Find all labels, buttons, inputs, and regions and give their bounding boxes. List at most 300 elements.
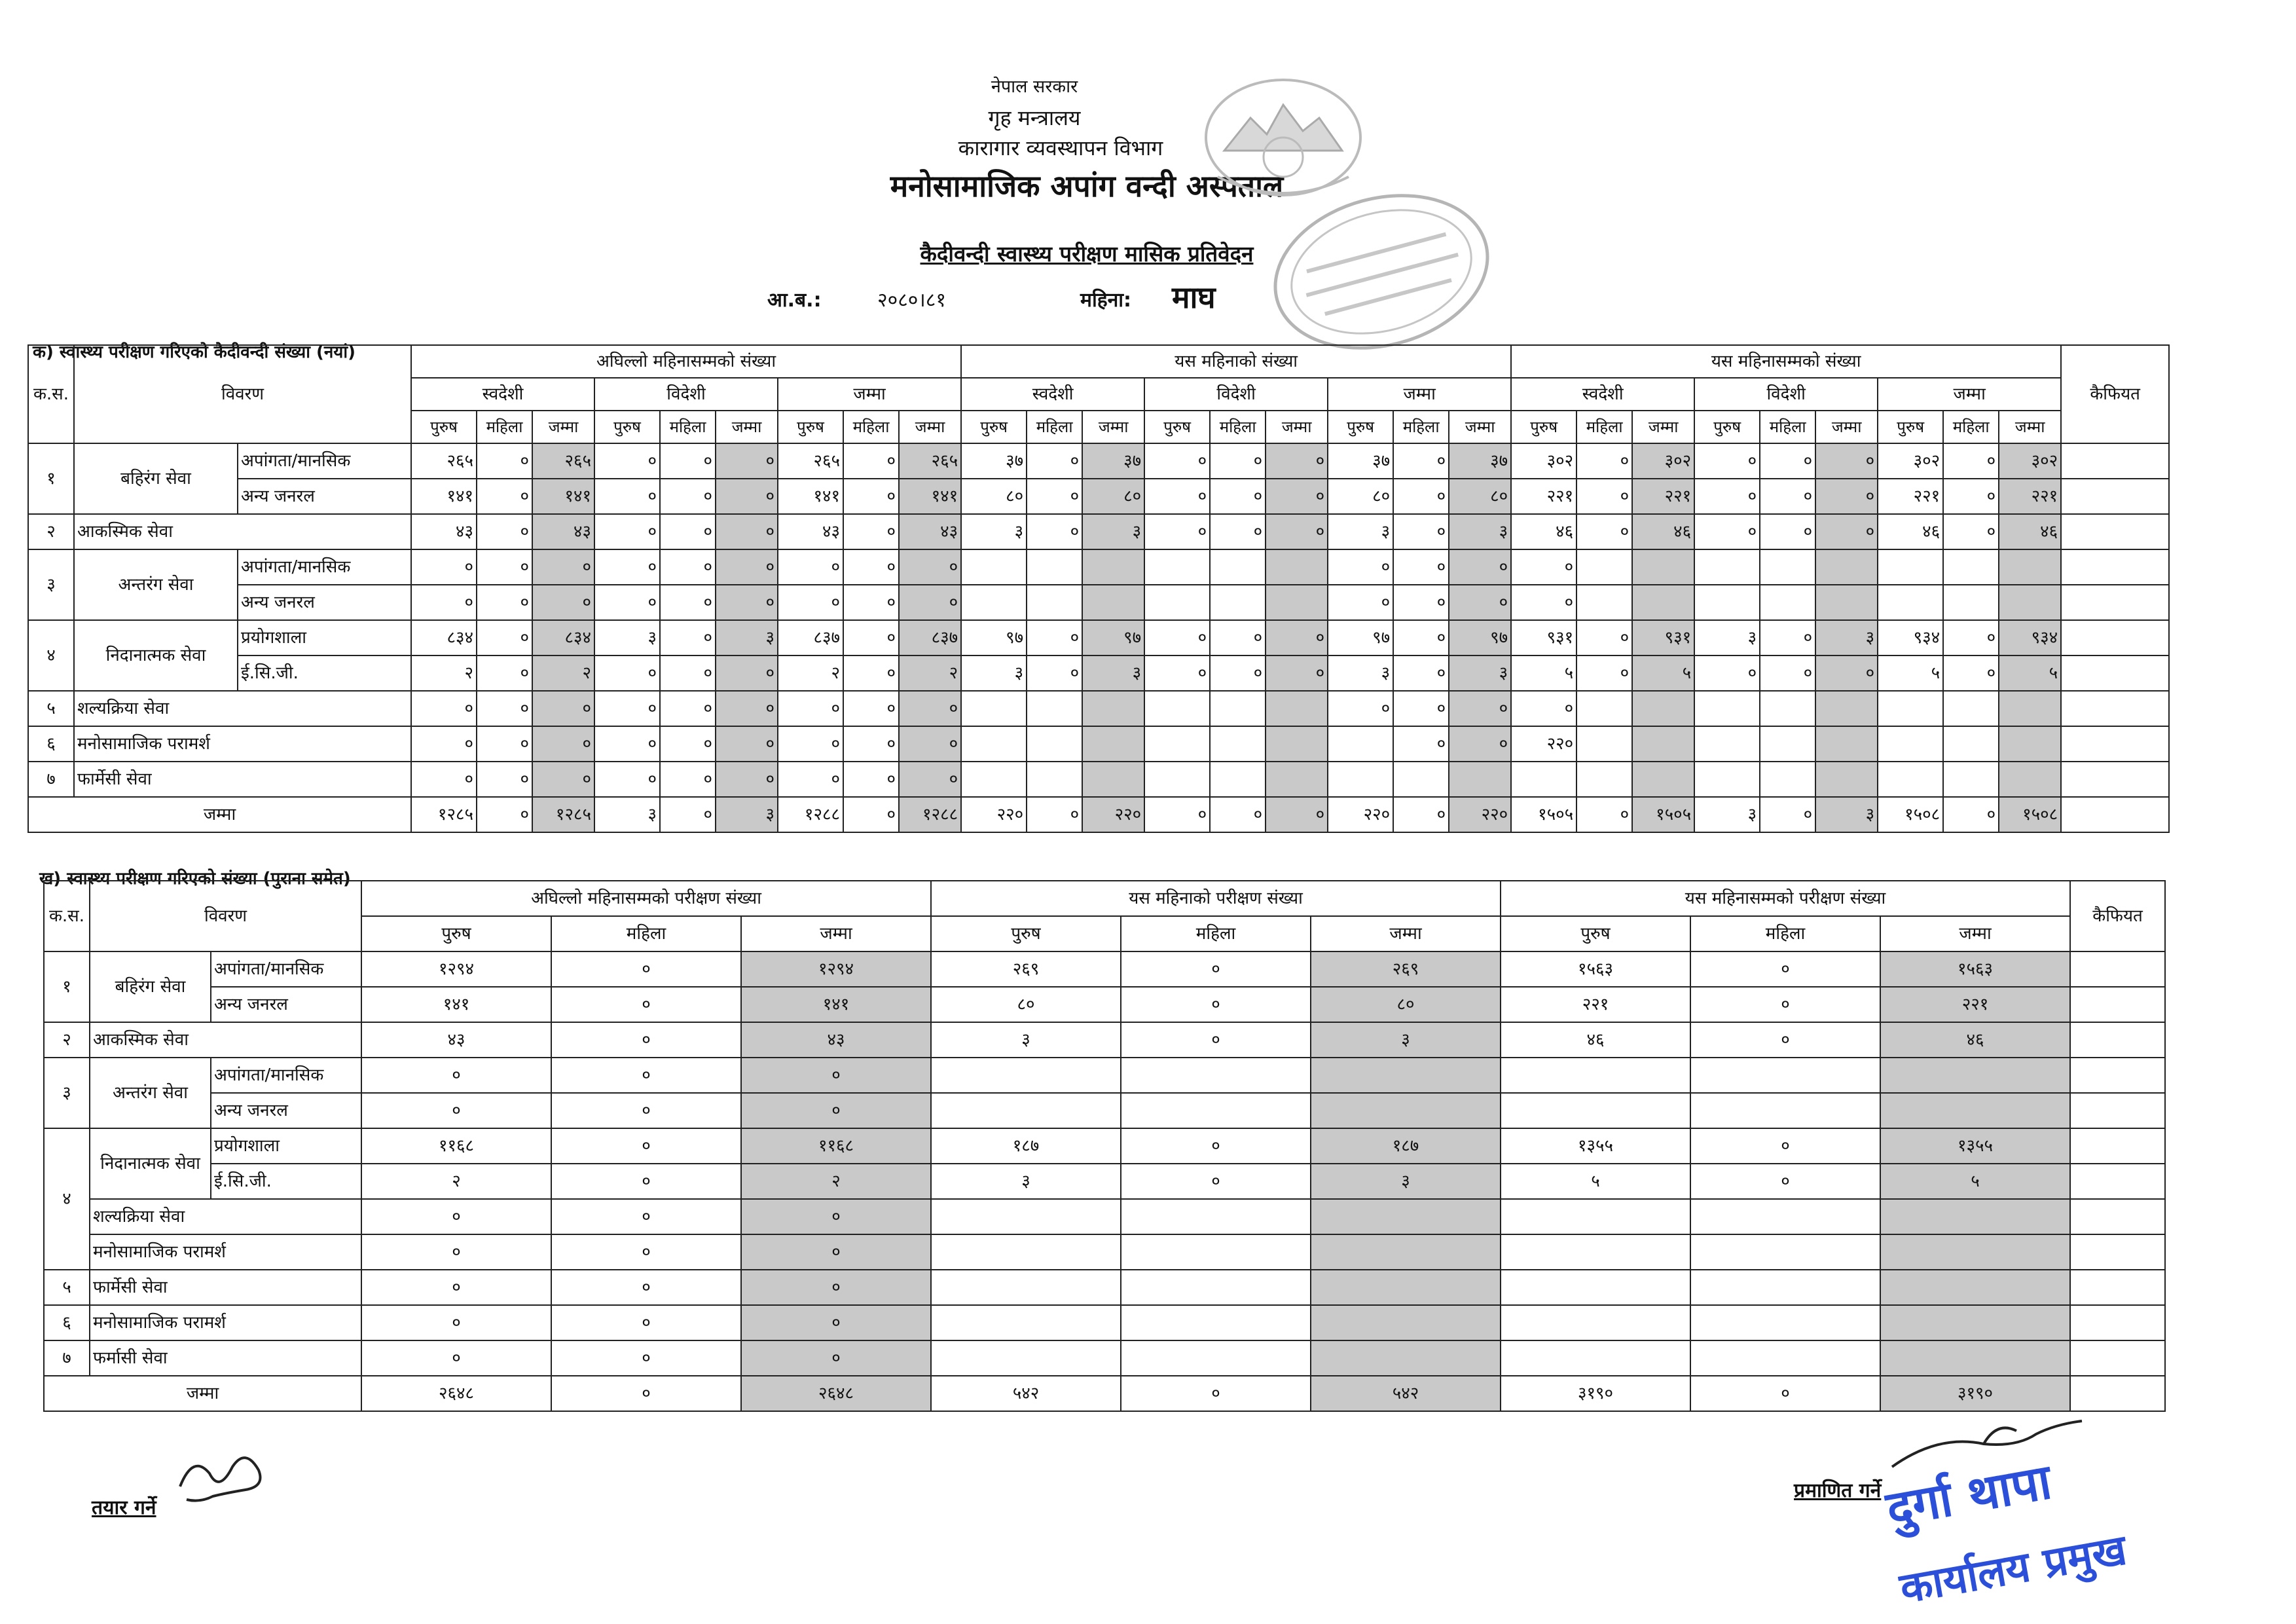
row-subcategory: ई.सि.जी.	[211, 1164, 361, 1199]
cell-value: ०	[1815, 655, 1878, 691]
cell-value: ०	[1690, 951, 1880, 987]
remarks-cell	[2061, 549, 2169, 585]
cell-value	[1328, 762, 1393, 797]
cell-value	[931, 1093, 1121, 1128]
cell-value: ०	[551, 1058, 741, 1093]
cell-value: १५६३	[1501, 951, 1690, 987]
total-value: २२०	[1328, 797, 1393, 832]
certified-by-label: प्रमाणित गर्ने	[1794, 1479, 1882, 1502]
cell-value	[1121, 1199, 1311, 1234]
cell-value	[1880, 1340, 2070, 1376]
cell-value	[1760, 726, 1815, 762]
gender-header: जम्मा	[741, 916, 931, 951]
cell-value: ०	[551, 1093, 741, 1128]
cell-value	[1576, 549, 1632, 585]
gender-header: महिला	[1210, 411, 1266, 443]
row-category: मनोसामाजिक परामर्श	[74, 726, 411, 762]
cell-value: ३	[1328, 514, 1393, 549]
cell-value	[1266, 549, 1328, 585]
cell-value	[1121, 1270, 1311, 1305]
row-subcategory: अन्य जनरल	[238, 585, 411, 620]
subgroup-header: विदेशी	[1694, 378, 1878, 411]
cell-value: ०	[1266, 443, 1328, 479]
cell-value	[1311, 1199, 1501, 1234]
cell-value: ०	[361, 1234, 551, 1270]
cell-value	[961, 691, 1027, 726]
table-row	[28, 549, 2169, 585]
row-category: मनोसामाजिक परामर्श	[90, 1234, 361, 1270]
cell-value: ०	[551, 1234, 741, 1270]
row-category: मनोसामाजिक परामर्श	[90, 1305, 361, 1340]
cell-value: ०	[594, 691, 660, 726]
cell-value: ०	[1943, 479, 1999, 514]
cell-value: १२९४	[741, 951, 931, 987]
cell-value: ०	[741, 1093, 931, 1128]
cell-value	[1999, 549, 2061, 585]
gender-header: पुरुष	[1328, 411, 1393, 443]
remarks-cell	[2070, 1270, 2165, 1305]
cell-value: ०	[1266, 479, 1328, 514]
cell-value: ०	[477, 443, 532, 479]
cell-value: २२१	[1632, 479, 1694, 514]
total-value: ०	[1393, 797, 1449, 832]
cell-value: ३	[1815, 620, 1878, 655]
cell-value: ०	[1210, 443, 1266, 479]
cell-value: ०	[477, 549, 532, 585]
row-category: फर्मासी सेवा	[90, 1340, 361, 1376]
row-category: निदानात्मक सेवा	[74, 620, 238, 691]
gender-header: पुरुष	[1144, 411, 1210, 443]
cell-value	[1878, 585, 1943, 620]
total-value: ०	[1027, 797, 1082, 832]
cell-value	[1815, 585, 1878, 620]
cell-value	[961, 762, 1027, 797]
total-value: ०	[660, 797, 716, 832]
remarks-cell	[2070, 987, 2165, 1022]
cell-value	[1501, 1199, 1690, 1234]
cell-value: १३५५	[1501, 1128, 1690, 1164]
table-row	[28, 585, 2169, 620]
table-row	[44, 987, 2165, 1022]
cell-value: ०	[843, 655, 899, 691]
cell-value	[1144, 726, 1210, 762]
cell-value: ०	[477, 479, 532, 514]
cell-value	[1501, 1270, 1690, 1305]
report-title: कैदीवन्दी स्वास्थ्य परीक्षण मासिक प्रतिवेदन	[920, 241, 1254, 267]
col-sn-header: क.स.	[44, 881, 90, 951]
cell-value: ४३	[532, 514, 594, 549]
row-sn: ७	[28, 762, 74, 797]
cell-value: २६५	[899, 443, 961, 479]
cell-value	[1632, 691, 1694, 726]
cell-value	[1815, 691, 1878, 726]
cell-value: ०	[1027, 655, 1082, 691]
cell-value: २	[778, 655, 843, 691]
cell-value: ०	[1760, 655, 1815, 691]
cell-value: ०	[1815, 443, 1878, 479]
cell-value: १४१	[532, 479, 594, 514]
remarks-cell	[2061, 620, 2169, 655]
cell-value: ०	[551, 951, 741, 987]
cell-value: ०	[1266, 514, 1328, 549]
total-value: ०	[477, 797, 532, 832]
cell-value: १४१	[899, 479, 961, 514]
cell-value: ०	[551, 987, 741, 1022]
gender-header: जम्मा	[1266, 411, 1328, 443]
cell-value: ३०२	[1999, 443, 2061, 479]
total-value: ०	[1144, 797, 1210, 832]
remarks-cell	[2070, 1376, 2165, 1411]
row-category: अन्तरंग सेवा	[90, 1058, 211, 1128]
cell-value: ३	[716, 620, 778, 655]
remarks-cell	[2070, 1305, 2165, 1340]
cell-value	[931, 1305, 1121, 1340]
cell-value: ०	[1815, 514, 1878, 549]
cell-value: ३०२	[1878, 443, 1943, 479]
cell-value	[1266, 585, 1328, 620]
gender-header: जम्मा	[716, 411, 778, 443]
cell-value: ४६	[1632, 514, 1694, 549]
cell-value	[1121, 1058, 1311, 1093]
cell-value	[1144, 762, 1210, 797]
gender-header: महिला	[1943, 411, 1999, 443]
remarks-cell	[2070, 1234, 2165, 1270]
row-sn: १	[44, 951, 90, 1022]
cell-value: ०	[899, 762, 961, 797]
cell-value: ०	[1266, 620, 1328, 655]
cell-value	[1999, 691, 2061, 726]
cell-value	[1760, 585, 1815, 620]
cell-value: ०	[1393, 514, 1449, 549]
table-row	[28, 655, 2169, 691]
cell-value	[1121, 1234, 1311, 1270]
row-category: अन्तरंग सेवा	[74, 549, 238, 620]
cell-value: ४३	[741, 1022, 931, 1058]
gender-header: जम्मा	[1449, 411, 1511, 443]
total-value: २२०	[1082, 797, 1144, 832]
gender-header: पुरुष	[411, 411, 477, 443]
cell-value	[1121, 1305, 1311, 1340]
cell-value: ०	[1393, 549, 1449, 585]
cell-value: ०	[1121, 1022, 1311, 1058]
cell-value: ०	[741, 1058, 931, 1093]
cell-value	[1880, 1058, 2070, 1093]
cell-value: ०	[1760, 620, 1815, 655]
cell-value: ३०२	[1632, 443, 1694, 479]
cell-value: ०	[1449, 726, 1511, 762]
office-stamp-icon	[1264, 183, 1499, 360]
cell-value	[1880, 1199, 2070, 1234]
cell-value: २२१	[1511, 479, 1576, 514]
cell-value: ९७	[961, 620, 1027, 655]
cell-value: ०	[843, 549, 899, 585]
cell-value: २२१	[1999, 479, 2061, 514]
cell-value: ०	[1511, 549, 1576, 585]
cell-value: ०	[1144, 479, 1210, 514]
cell-value: ०	[1027, 443, 1082, 479]
cell-value: ५	[1878, 655, 1943, 691]
gender-header: महिला	[1121, 916, 1311, 951]
cell-value: ९७	[1449, 620, 1511, 655]
cell-value: ३	[1449, 514, 1511, 549]
cell-value: ०	[361, 1093, 551, 1128]
cell-value	[1999, 762, 2061, 797]
row-category: बहिरंग सेवा	[74, 443, 238, 514]
cell-value: ०	[1690, 1164, 1880, 1199]
cell-value: ४६	[1511, 514, 1576, 549]
cell-value: ०	[411, 549, 477, 585]
header-row	[44, 916, 2165, 951]
cell-value: ०	[716, 549, 778, 585]
row-subcategory: ई.सि.जी.	[238, 655, 411, 691]
gender-header: जम्मा	[1632, 411, 1694, 443]
cell-value: ०	[778, 691, 843, 726]
cell-value	[1082, 726, 1144, 762]
cell-value: ०	[1760, 443, 1815, 479]
cell-value: ०	[594, 514, 660, 549]
cell-value: ३७	[1449, 443, 1511, 479]
cell-value	[1210, 549, 1266, 585]
cell-value: २२१	[1501, 987, 1690, 1022]
cell-value: ०	[660, 762, 716, 797]
cell-value	[1082, 762, 1144, 797]
cell-value	[1311, 1340, 1501, 1376]
cell-value: ०	[1511, 585, 1576, 620]
cell-value: ९३४	[1878, 620, 1943, 655]
cell-value: ०	[1576, 443, 1632, 479]
total-label: जम्मा	[44, 1376, 361, 1411]
signer-title: कार्यालय प्रमुख	[1896, 1526, 2130, 1614]
cell-value: ३	[1694, 620, 1760, 655]
row-sn: ३	[44, 1058, 90, 1128]
col-remarks-header: कैफियत	[2070, 881, 2165, 951]
gender-header: महिला	[1393, 411, 1449, 443]
cell-value: १४१	[411, 479, 477, 514]
remarks-cell	[2061, 726, 2169, 762]
row-sn: १	[28, 443, 74, 514]
cell-value: ०	[1449, 549, 1511, 585]
cell-value	[1501, 1340, 1690, 1376]
cell-value: ०	[594, 726, 660, 762]
cell-value: ०	[843, 443, 899, 479]
row-category: शल्यक्रिया सेवा	[90, 1199, 361, 1234]
cell-value: ०	[843, 585, 899, 620]
total-value: ३१९०	[1501, 1376, 1690, 1411]
cell-value: ०	[361, 1270, 551, 1305]
cell-value	[1878, 691, 1943, 726]
row-category: आकस्मिक सेवा	[74, 514, 411, 549]
row-subcategory: प्रयोगशाला	[211, 1128, 361, 1164]
cell-value: ०	[1694, 655, 1760, 691]
cell-value: ०	[660, 655, 716, 691]
cell-value: ५	[1880, 1164, 2070, 1199]
cell-value: ८३७	[778, 620, 843, 655]
cell-value: ०	[778, 549, 843, 585]
cell-value: ३७	[1328, 443, 1393, 479]
cell-value: ८०	[1328, 479, 1393, 514]
cell-value: ०	[1328, 549, 1393, 585]
cell-value: ०	[741, 1234, 931, 1270]
cell-value: ०	[477, 762, 532, 797]
cell-value	[1999, 585, 2061, 620]
cell-value: ०	[716, 443, 778, 479]
preparer-signature-icon	[173, 1441, 278, 1513]
cell-value: ०	[1576, 655, 1632, 691]
cell-value: ०	[1393, 443, 1449, 479]
cell-value: ५	[1632, 655, 1694, 691]
cell-value: ०	[843, 479, 899, 514]
cell-value: ०	[1690, 987, 1880, 1022]
cell-value: २६५	[411, 443, 477, 479]
cell-value: ०	[1393, 726, 1449, 762]
cell-value: ०	[532, 726, 594, 762]
cell-value: ३	[594, 620, 660, 655]
cell-value	[1311, 1305, 1501, 1340]
cell-value: ०	[1121, 951, 1311, 987]
cell-value: ८३७	[899, 620, 961, 655]
row-sn: ४	[28, 620, 74, 691]
cell-value	[1943, 691, 1999, 726]
remarks-cell	[2070, 1093, 2165, 1128]
remarks-cell	[2061, 443, 2169, 479]
cell-value	[1576, 726, 1632, 762]
cell-value: ०	[1121, 987, 1311, 1022]
gender-header: पुरुष	[361, 916, 551, 951]
cell-value	[1880, 1093, 2070, 1128]
cell-value	[1121, 1340, 1311, 1376]
cell-value: ०	[660, 620, 716, 655]
cell-value	[1760, 549, 1815, 585]
cell-value: ०	[741, 1270, 931, 1305]
table-row	[44, 1270, 2165, 1305]
subgroup-header: जम्मा	[778, 378, 961, 411]
cell-value: ९३४	[1999, 620, 2061, 655]
cell-value: ०	[594, 443, 660, 479]
total-value: ०	[843, 797, 899, 832]
row-sn: २	[44, 1022, 90, 1058]
subgroup-header: विदेशी	[1144, 378, 1328, 411]
total-value: ३	[716, 797, 778, 832]
table-row	[28, 726, 2169, 762]
header-government: नेपाल सरकार	[991, 77, 1078, 97]
total-value: ०	[1760, 797, 1815, 832]
cell-value: ०	[1690, 1022, 1880, 1058]
row-sn: ३	[28, 549, 74, 620]
cell-value: २२१	[1880, 987, 2070, 1022]
cell-value: ०	[1144, 620, 1210, 655]
total-value: ०	[1210, 797, 1266, 832]
cell-value: ३०२	[1511, 443, 1576, 479]
cell-value: ०	[1694, 514, 1760, 549]
cell-value	[961, 585, 1027, 620]
cell-value	[1501, 1058, 1690, 1093]
cell-value	[1632, 726, 1694, 762]
cell-value	[1501, 1305, 1690, 1340]
remarks-cell	[2061, 797, 2169, 832]
cell-value: ०	[1576, 479, 1632, 514]
table-row	[44, 1058, 2165, 1093]
gender-header: महिला	[1690, 916, 1880, 951]
cell-value: ०	[411, 585, 477, 620]
total-value: १२८५	[532, 797, 594, 832]
cell-value: ०	[843, 726, 899, 762]
cell-value: ०	[1393, 620, 1449, 655]
cell-value: ५	[1501, 1164, 1690, 1199]
cell-value: ०	[716, 655, 778, 691]
total-value: २६४८	[361, 1376, 551, 1411]
cell-value: ०	[551, 1305, 741, 1340]
cell-value	[1328, 726, 1393, 762]
cell-value: २	[411, 655, 477, 691]
row-subcategory: अपांगता/मानसिक	[211, 951, 361, 987]
cell-value: ३	[931, 1022, 1121, 1058]
cell-value: ०	[1449, 585, 1511, 620]
cell-value: २	[899, 655, 961, 691]
section-a-title: क) स्वास्थ्य परीक्षण गरिएको कैदीवन्दी संख्या (नयां)	[33, 342, 355, 362]
cell-value: ०	[1393, 479, 1449, 514]
cell-value	[1694, 691, 1760, 726]
cell-value	[931, 1270, 1121, 1305]
cell-value: ०	[1266, 655, 1328, 691]
cell-value: ०	[660, 726, 716, 762]
cell-value: ८३४	[411, 620, 477, 655]
cell-value: ०	[1694, 443, 1760, 479]
cell-value	[1878, 726, 1943, 762]
cell-value	[1027, 549, 1082, 585]
cell-value: ०	[1328, 585, 1393, 620]
col-sn-header: क.स.	[28, 345, 74, 443]
cell-value: ०	[660, 549, 716, 585]
gender-header: पुरुष	[1511, 411, 1576, 443]
cell-value	[1027, 726, 1082, 762]
cell-value: ९३१	[1632, 620, 1694, 655]
subgroup-header: स्वदेशी	[1511, 378, 1694, 411]
cell-value: ०	[411, 691, 477, 726]
table-row	[44, 1164, 2165, 1199]
cell-value	[931, 1340, 1121, 1376]
month-label: महिना:	[1080, 289, 1132, 312]
cell-value	[1266, 691, 1328, 726]
table-row	[44, 1199, 2165, 1234]
remarks-cell	[2061, 479, 2169, 514]
cell-value: ९७	[1082, 620, 1144, 655]
cell-value: ०	[899, 726, 961, 762]
cell-value	[1880, 1234, 2070, 1270]
cell-value: ०	[477, 726, 532, 762]
table-row	[44, 1234, 2165, 1270]
gender-header: पुरुष	[1694, 411, 1760, 443]
subgroup-header: स्वदेशी	[961, 378, 1144, 411]
remarks-cell	[2070, 1058, 2165, 1093]
table-row	[28, 762, 2169, 797]
cell-value: ०	[594, 479, 660, 514]
cell-value	[1690, 1199, 1880, 1234]
cell-value: ०	[1121, 1164, 1311, 1199]
cell-value: २	[532, 655, 594, 691]
cell-value	[1311, 1093, 1501, 1128]
gender-header: जम्मा	[899, 411, 961, 443]
cell-value: ३	[961, 514, 1027, 549]
group-header: यस महिनासम्मको परीक्षण संख्या	[1501, 881, 2070, 916]
cell-value: ०	[899, 691, 961, 726]
cell-value	[1266, 762, 1328, 797]
cell-value: ०	[1690, 1128, 1880, 1164]
cell-value	[1576, 691, 1632, 726]
gender-header: महिला	[843, 411, 899, 443]
cell-value	[1632, 762, 1694, 797]
table-row	[44, 1022, 2165, 1058]
cell-value: ०	[361, 1340, 551, 1376]
